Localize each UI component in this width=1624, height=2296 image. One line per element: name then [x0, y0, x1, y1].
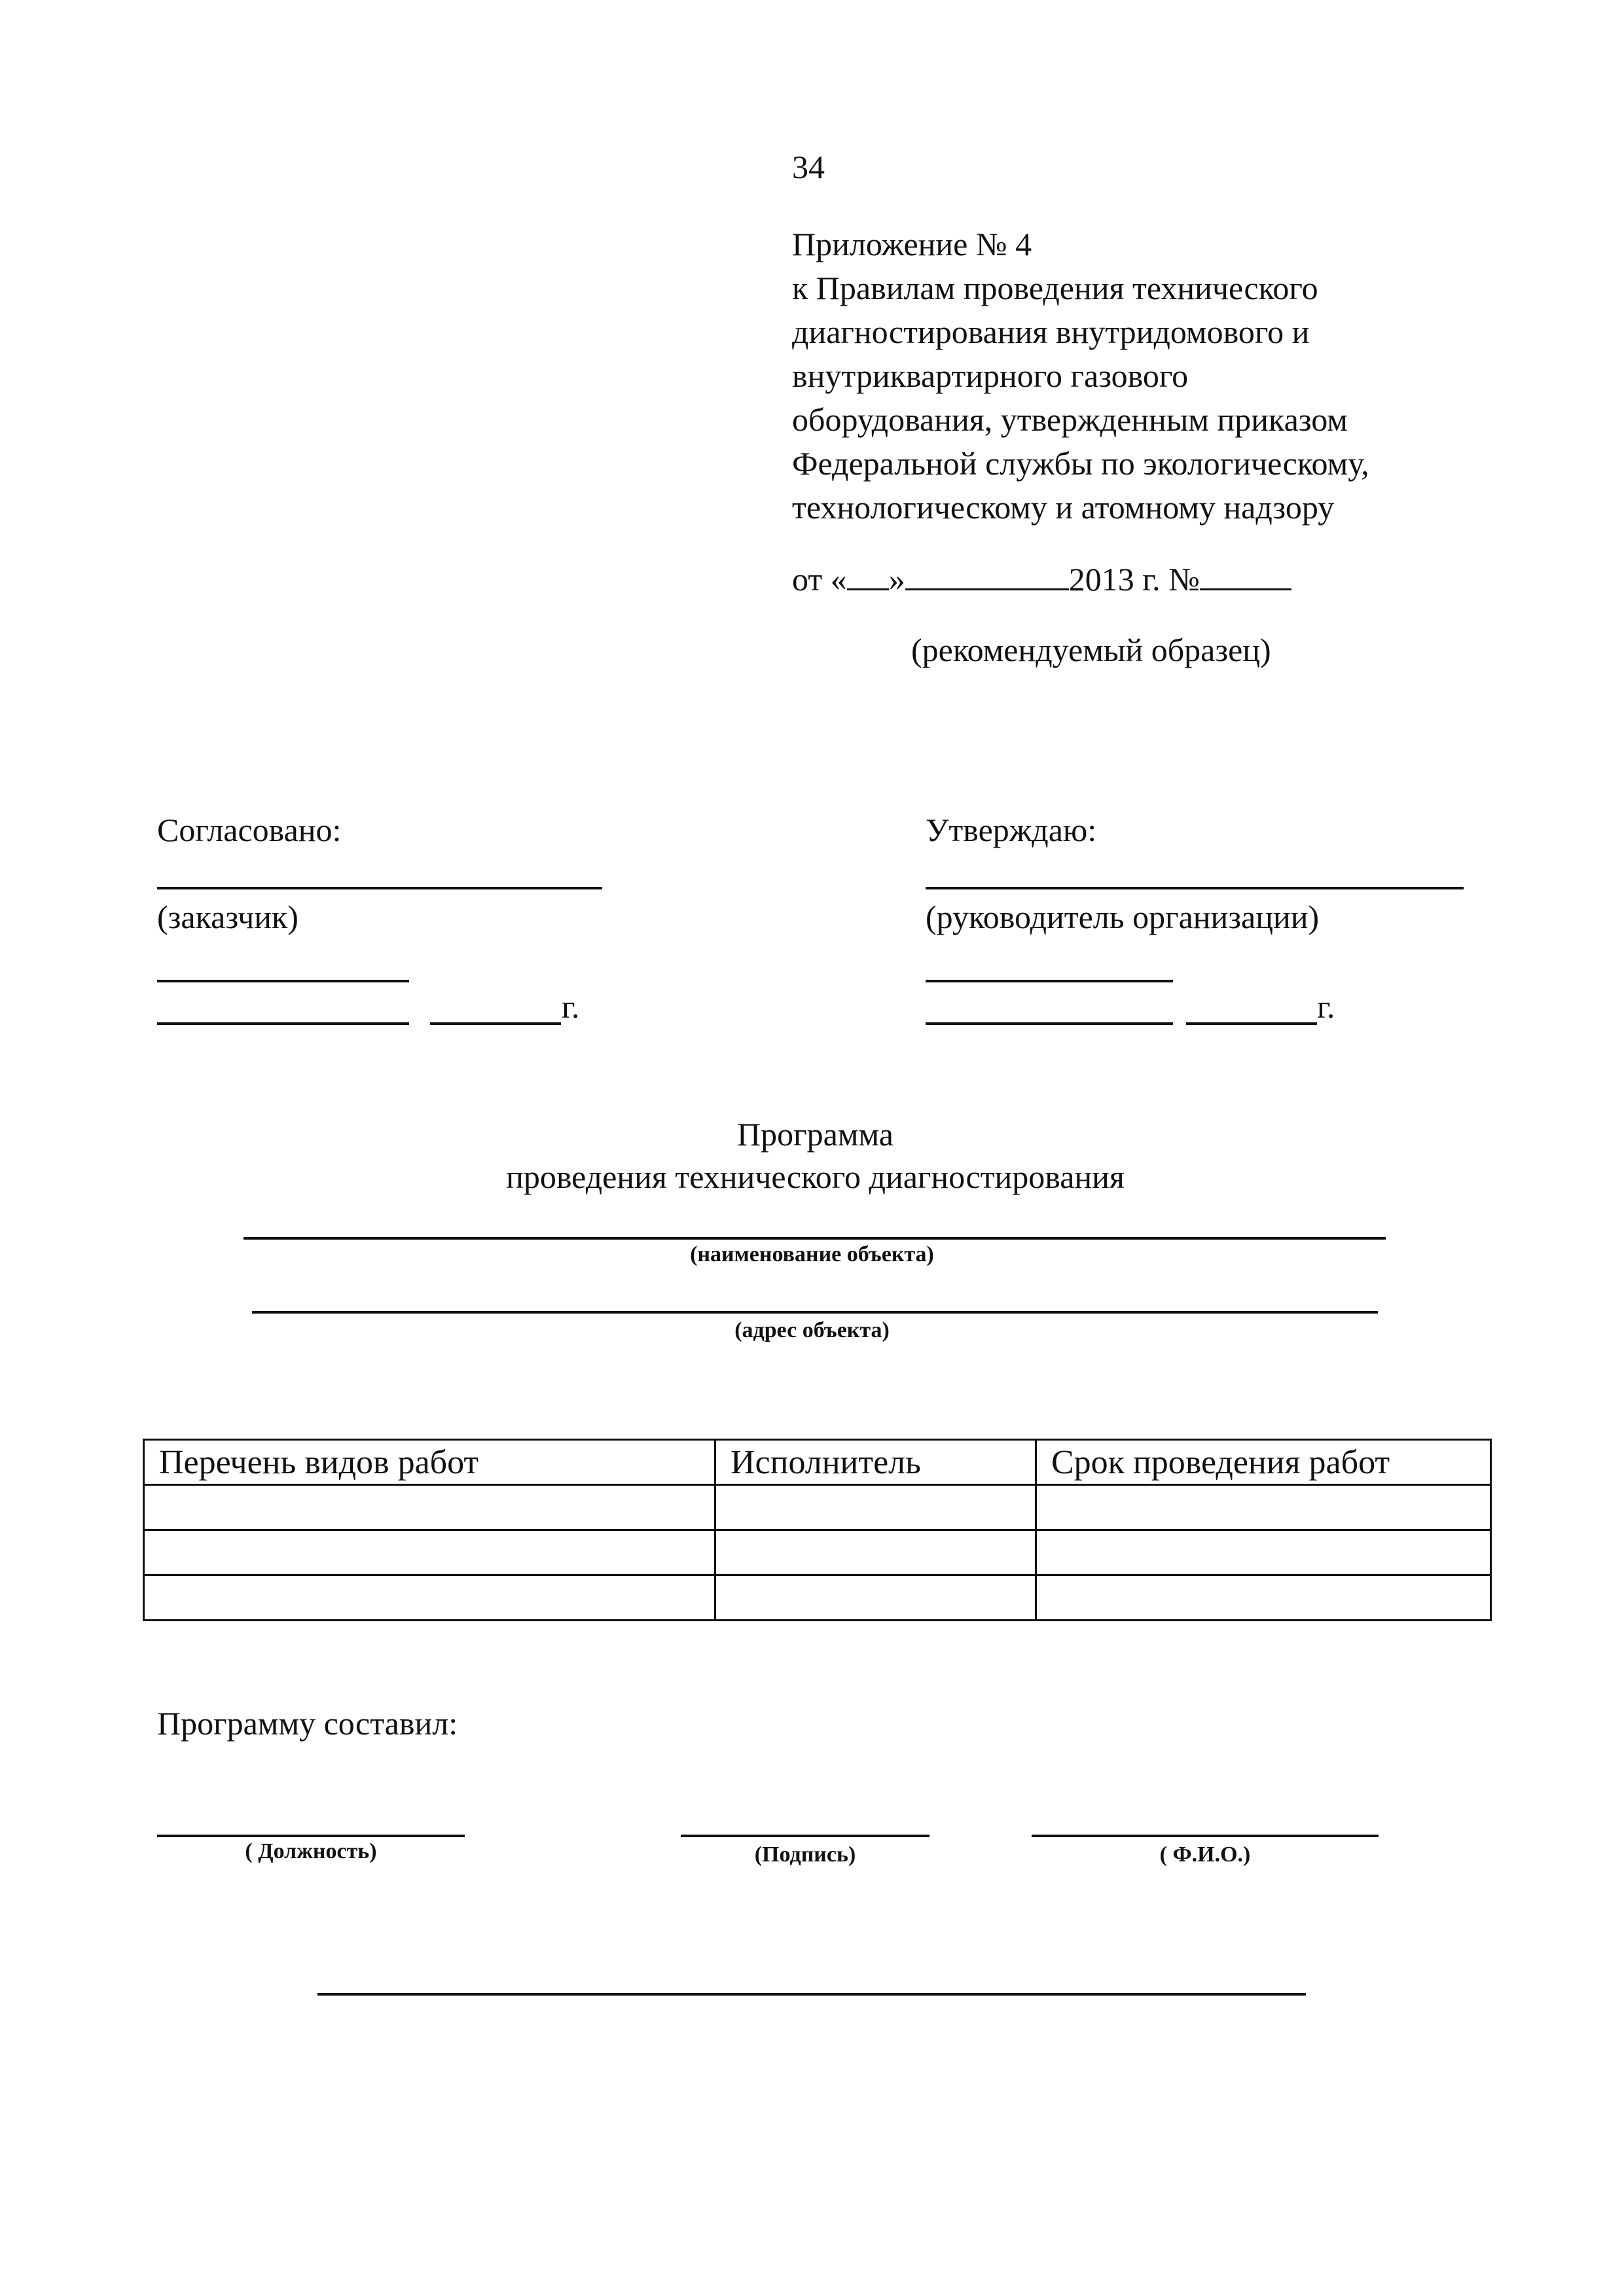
date-year: 2013 г. №: [1068, 561, 1200, 598]
table-cell[interactable]: [144, 1485, 715, 1530]
month-blank[interactable]: [905, 558, 1069, 590]
object-address-line[interactable]: [252, 1311, 1378, 1314]
customer-caption: (заказчик): [157, 899, 298, 935]
sample-note: (рекомендуемый образец): [911, 632, 1271, 668]
table-cell[interactable]: [1036, 1575, 1491, 1621]
position-line[interactable]: [157, 1835, 465, 1837]
signature-line[interactable]: [681, 1835, 929, 1837]
appendix-block: [792, 223, 1369, 529]
program-subtitle: проведения технического диагностирования: [506, 1158, 1125, 1195]
table-row: [144, 1485, 1491, 1530]
table-row: [144, 1575, 1491, 1621]
customer-date-line[interactable]: [157, 1022, 409, 1025]
table-cell[interactable]: [715, 1485, 1036, 1530]
appendix-line: к Правилам проведения технического: [792, 270, 1318, 306]
signature-caption: (Подпись): [754, 1842, 856, 1867]
table-row: [144, 1530, 1491, 1575]
customer-name-line[interactable]: [157, 980, 409, 982]
appendix-title: Приложение № 4: [792, 226, 1032, 262]
head-name-line[interactable]: [926, 980, 1173, 982]
object-name-line[interactable]: [244, 1237, 1386, 1240]
table-cell[interactable]: [715, 1575, 1036, 1621]
agreed-heading: Согласовано:: [157, 812, 342, 848]
works-table: [143, 1439, 1492, 1621]
day-blank[interactable]: [847, 558, 889, 590]
object-name-caption: (наименование объекта): [690, 1242, 934, 1266]
customer-year-suffix: г.: [562, 988, 580, 1025]
object-address-caption: (адрес объекта): [734, 1318, 890, 1342]
table-header-row: [144, 1440, 1491, 1485]
customer-year-line[interactable]: [430, 1022, 561, 1025]
head-line[interactable]: [926, 887, 1464, 889]
head-caption: (руководитель организации): [926, 899, 1320, 935]
appendix-line: внутриквартирного газового: [792, 357, 1189, 394]
header-works-list: Перечень видов работ: [144, 1440, 715, 1485]
date-mid: »: [888, 561, 905, 598]
appendix-line: Федеральной службы по экологическому,: [792, 445, 1369, 482]
table-cell[interactable]: [144, 1530, 715, 1575]
fio-line[interactable]: [1032, 1835, 1379, 1837]
head-date-line[interactable]: [926, 1022, 1173, 1025]
head-year-line[interactable]: [1186, 1022, 1317, 1025]
order-number-blank[interactable]: [1200, 558, 1291, 590]
appendix-line: технологическому и атомному надзору: [792, 489, 1335, 526]
date-prefix: от «: [792, 561, 847, 598]
compiled-heading: Программу составил:: [157, 1705, 458, 1742]
table-cell[interactable]: [1036, 1485, 1491, 1530]
order-date-line: [792, 558, 1291, 601]
table-cell[interactable]: [144, 1575, 715, 1621]
program-title: Программа: [737, 1116, 893, 1153]
fio-caption: ( Ф.И.О.): [1159, 1842, 1251, 1867]
header-executor: Исполнитель: [715, 1440, 1036, 1485]
header-deadline: Срок проведения работ: [1036, 1440, 1491, 1485]
approve-heading: Утверждаю:: [926, 812, 1097, 848]
table-cell[interactable]: [1036, 1530, 1491, 1575]
table-cell[interactable]: [715, 1530, 1036, 1575]
customer-line[interactable]: [157, 887, 602, 889]
appendix-line: оборудования, утвержденным приказом: [792, 401, 1348, 438]
head-year-suffix: г.: [1317, 988, 1335, 1025]
bottom-line[interactable]: [317, 1993, 1306, 1996]
appendix-line: диагностирования внутридомового и: [792, 314, 1310, 350]
position-caption: ( Должность): [245, 1839, 377, 1863]
page-number: 34: [792, 149, 825, 185]
